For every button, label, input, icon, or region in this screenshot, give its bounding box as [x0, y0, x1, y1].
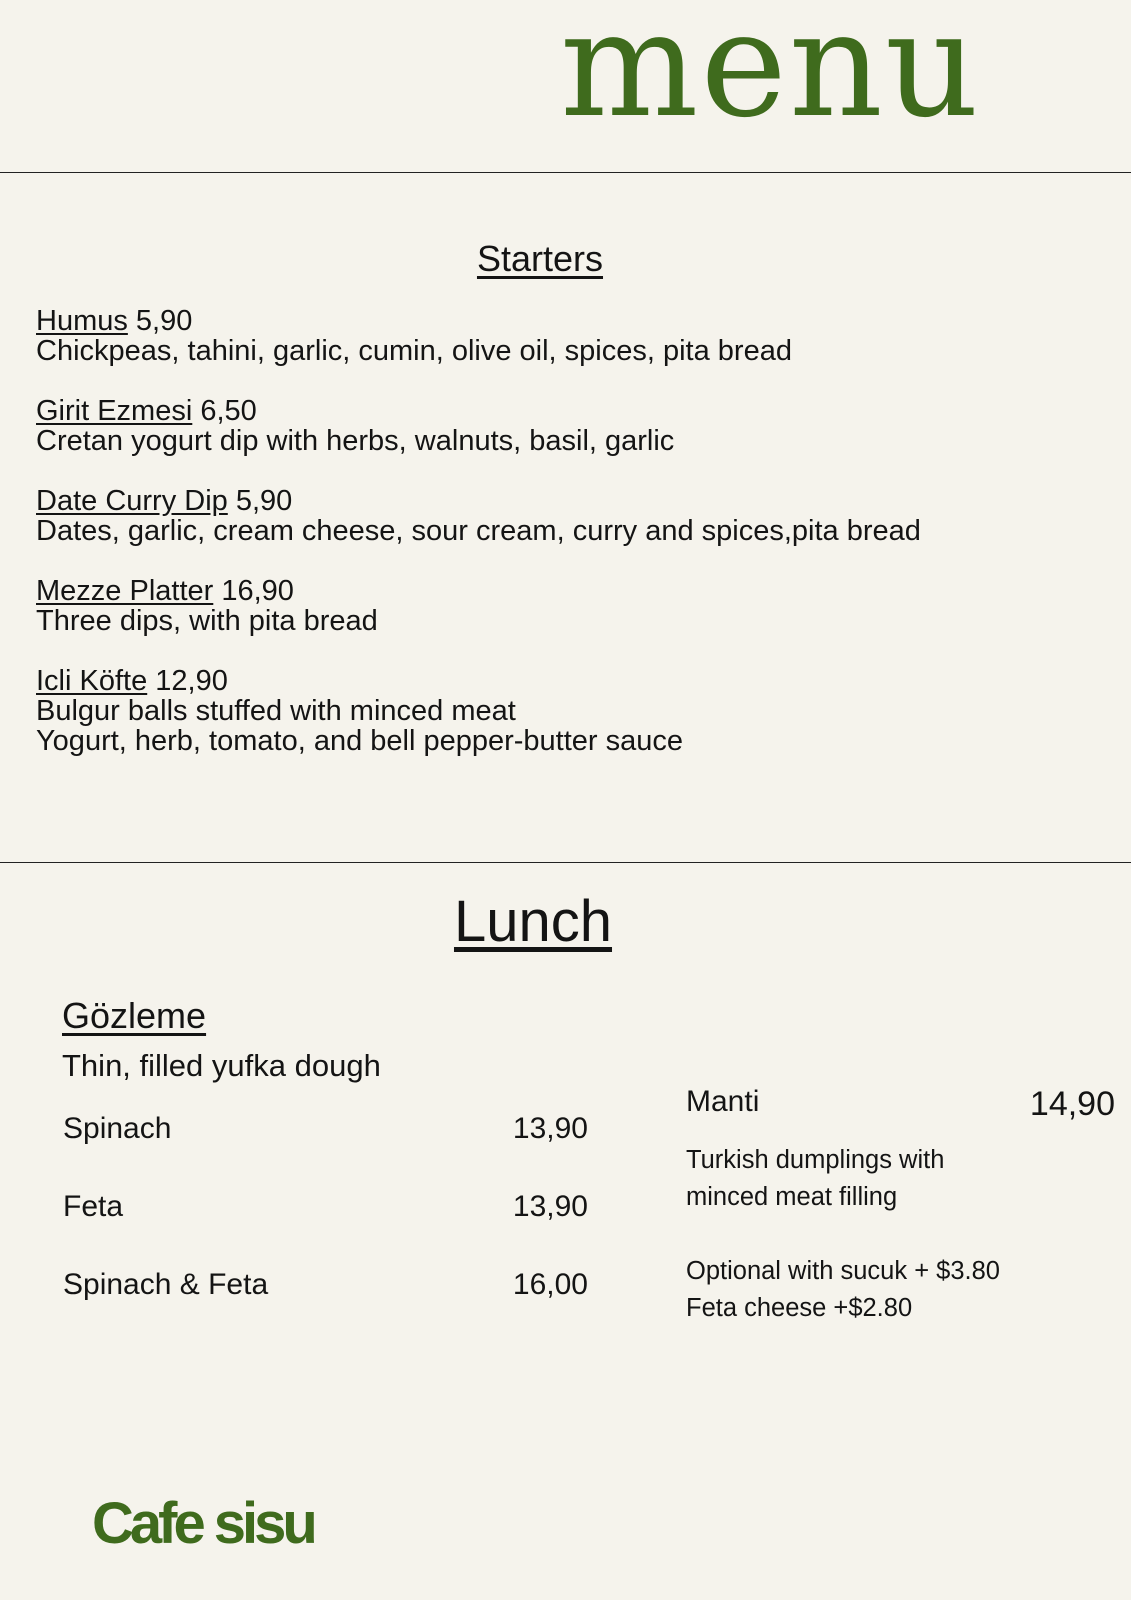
manti-option-line: Optional with sucuk + $3.80 — [686, 1257, 1000, 1285]
starters-heading: Starters — [476, 238, 604, 279]
item-description: Chickpeas, tahini, garlic, cumin, olive oil, spices, pita bread — [36, 335, 792, 367]
item-price: 5,90 — [135, 305, 193, 337]
list-item — [36, 306, 1096, 366]
item-description: Bulgur balls stuffed with minced meat — [36, 695, 516, 727]
item-name: Icli Köfte — [36, 665, 148, 697]
item-name: Humus — [36, 305, 128, 337]
item-price: 13,90 — [512, 1112, 588, 1145]
list-item — [36, 486, 1096, 546]
manti-description-line: Turkish dumplings with — [686, 1146, 945, 1174]
item-price: 13,90 — [512, 1190, 588, 1223]
list-item — [36, 666, 1096, 756]
logo-word-sisu: sisu — [213, 1491, 314, 1556]
cafe-logo — [92, 1490, 314, 1557]
item-name: Feta — [63, 1190, 124, 1223]
starters-list — [36, 306, 1096, 786]
item-name: Spinach & Feta — [63, 1268, 269, 1301]
manti-name: Manti — [686, 1085, 760, 1118]
item-name: Mezze Platter — [36, 575, 214, 607]
table-row — [63, 1112, 588, 1146]
list-item — [36, 576, 1096, 636]
item-description: Cretan yogurt dip with herbs, walnuts, basil, garlic — [36, 425, 675, 457]
item-name: Spinach — [63, 1112, 172, 1145]
list-item — [36, 396, 1096, 456]
manti-options — [686, 1253, 1086, 1327]
gozleme-title: Gözleme — [62, 995, 207, 1036]
table-row — [63, 1268, 588, 1302]
manti-option-line: Feta cheese +$2.80 — [686, 1294, 913, 1322]
menu-title: menu — [560, 0, 981, 150]
item-description: Yogurt, herb, tomato, and bell pepper-butter sauce — [36, 725, 684, 757]
item-price: 16,90 — [221, 575, 294, 607]
manti-description — [686, 1142, 1006, 1216]
table-row — [63, 1190, 588, 1224]
manti-price: 14,90 — [1029, 1085, 1115, 1123]
logo-word-cafe: Cafe — [92, 1491, 202, 1556]
divider-middle — [0, 862, 1131, 863]
item-price: 16,00 — [512, 1268, 588, 1301]
item-price: 5,90 — [235, 485, 293, 517]
item-name: Date Curry Dip — [36, 485, 228, 517]
item-price: 6,50 — [200, 395, 257, 427]
item-name: Girit Ezmesi — [36, 395, 193, 427]
gozleme-description: Thin, filled yufka dough — [62, 1048, 381, 1083]
manti-description-line: minced meat filling — [686, 1183, 898, 1211]
item-description: Three dips, with pita bread — [36, 605, 378, 637]
item-description: Dates, garlic, cream cheese, sour cream, curry and spices,pita bread — [36, 515, 921, 547]
divider-top — [0, 172, 1131, 173]
item-price: 12,90 — [155, 665, 228, 697]
lunch-heading: Lunch — [453, 889, 613, 954]
